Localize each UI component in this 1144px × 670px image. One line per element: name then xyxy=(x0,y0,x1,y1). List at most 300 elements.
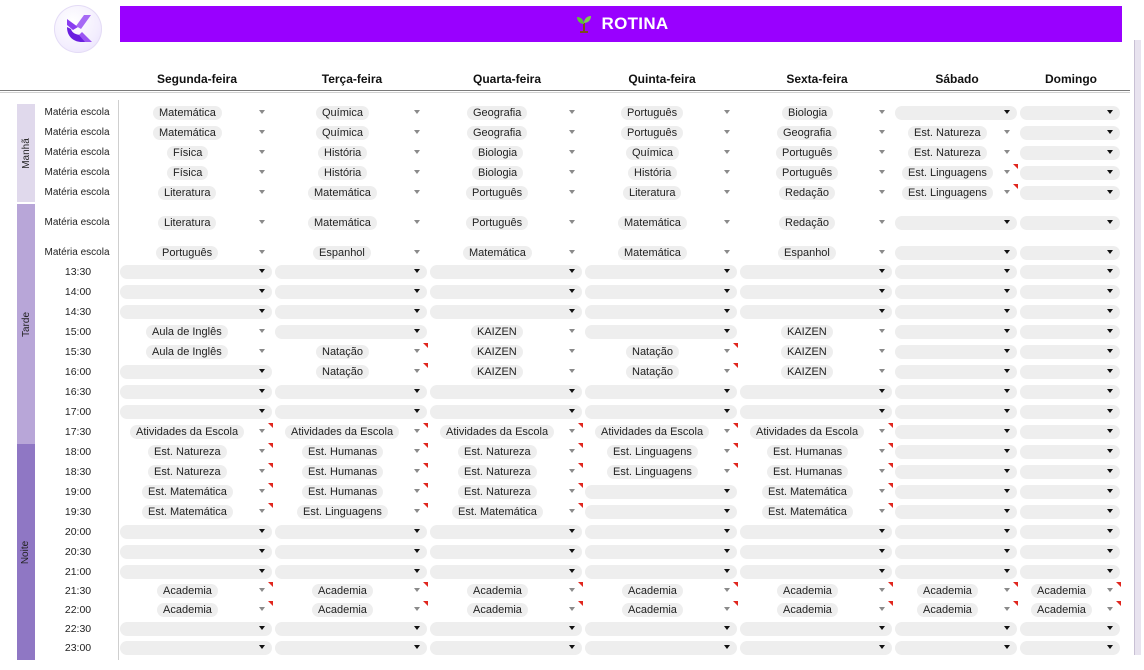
schedule-dropdown[interactable] xyxy=(895,485,1017,499)
schedule-dropdown[interactable] xyxy=(1020,265,1120,279)
comment-indicator-icon[interactable] xyxy=(733,343,738,348)
dropdown-arrow-icon[interactable] xyxy=(1004,626,1010,630)
comment-indicator-icon[interactable] xyxy=(733,463,738,468)
dropdown-arrow-icon[interactable] xyxy=(414,349,420,353)
dropdown-arrow-icon[interactable] xyxy=(1004,190,1010,194)
comment-indicator-icon[interactable] xyxy=(1013,184,1018,189)
schedule-dropdown[interactable] xyxy=(585,485,737,499)
dropdown-arrow-icon[interactable] xyxy=(724,588,730,592)
schedule-dropdown[interactable] xyxy=(1020,305,1120,319)
schedule-dropdown[interactable] xyxy=(740,246,892,260)
schedule-dropdown[interactable] xyxy=(120,603,272,617)
schedule-dropdown[interactable] xyxy=(585,622,737,636)
dropdown-arrow-icon[interactable] xyxy=(414,489,420,493)
comment-indicator-icon[interactable] xyxy=(423,343,428,348)
comment-indicator-icon[interactable] xyxy=(268,601,273,606)
schedule-dropdown[interactable] xyxy=(1020,365,1120,379)
schedule-dropdown[interactable] xyxy=(895,345,1017,359)
dropdown-arrow-icon[interactable] xyxy=(414,329,420,333)
schedule-dropdown[interactable] xyxy=(1020,146,1120,160)
dropdown-arrow-icon[interactable] xyxy=(259,269,265,273)
dropdown-arrow-icon[interactable] xyxy=(724,607,730,611)
dropdown-arrow-icon[interactable] xyxy=(569,349,575,353)
schedule-dropdown[interactable] xyxy=(430,325,582,339)
dropdown-arrow-icon[interactable] xyxy=(724,369,730,373)
schedule-dropdown[interactable] xyxy=(275,365,427,379)
schedule-dropdown[interactable] xyxy=(740,146,892,160)
dropdown-arrow-icon[interactable] xyxy=(724,569,730,573)
comment-indicator-icon[interactable] xyxy=(423,483,428,488)
dropdown-arrow-icon[interactable] xyxy=(879,429,885,433)
dropdown-arrow-icon[interactable] xyxy=(879,269,885,273)
schedule-dropdown[interactable] xyxy=(740,285,892,299)
schedule-dropdown[interactable] xyxy=(740,525,892,539)
dropdown-arrow-icon[interactable] xyxy=(879,130,885,134)
schedule-dropdown[interactable] xyxy=(740,385,892,399)
comment-indicator-icon[interactable] xyxy=(578,463,583,468)
schedule-dropdown[interactable] xyxy=(585,365,737,379)
schedule-dropdown[interactable] xyxy=(740,325,892,339)
dropdown-arrow-icon[interactable] xyxy=(414,529,420,533)
dropdown-arrow-icon[interactable] xyxy=(414,130,420,134)
dropdown-arrow-icon[interactable] xyxy=(724,389,730,393)
dropdown-arrow-icon[interactable] xyxy=(879,489,885,493)
schedule-dropdown[interactable] xyxy=(275,166,427,180)
dropdown-arrow-icon[interactable] xyxy=(1004,607,1010,611)
schedule-dropdown[interactable] xyxy=(120,622,272,636)
dropdown-arrow-icon[interactable] xyxy=(1004,389,1010,393)
schedule-dropdown[interactable] xyxy=(275,622,427,636)
dropdown-arrow-icon[interactable] xyxy=(414,469,420,473)
dropdown-arrow-icon[interactable] xyxy=(879,329,885,333)
dropdown-arrow-icon[interactable] xyxy=(879,509,885,513)
dropdown-arrow-icon[interactable] xyxy=(569,509,575,513)
schedule-dropdown[interactable] xyxy=(585,146,737,160)
schedule-dropdown[interactable] xyxy=(740,603,892,617)
schedule-dropdown[interactable] xyxy=(895,325,1017,339)
dropdown-arrow-icon[interactable] xyxy=(1107,389,1113,393)
dropdown-arrow-icon[interactable] xyxy=(259,250,265,254)
comment-indicator-icon[interactable] xyxy=(888,601,893,606)
dropdown-arrow-icon[interactable] xyxy=(1004,349,1010,353)
schedule-dropdown[interactable] xyxy=(430,505,582,519)
schedule-dropdown[interactable] xyxy=(120,525,272,539)
dropdown-arrow-icon[interactable] xyxy=(569,369,575,373)
dropdown-arrow-icon[interactable] xyxy=(724,130,730,134)
dropdown-arrow-icon[interactable] xyxy=(259,489,265,493)
comment-indicator-icon[interactable] xyxy=(888,483,893,488)
dropdown-arrow-icon[interactable] xyxy=(259,449,265,453)
dropdown-arrow-icon[interactable] xyxy=(1107,130,1113,134)
dropdown-arrow-icon[interactable] xyxy=(724,529,730,533)
dropdown-arrow-icon[interactable] xyxy=(1004,469,1010,473)
schedule-dropdown[interactable] xyxy=(895,425,1017,439)
schedule-dropdown[interactable] xyxy=(430,622,582,636)
schedule-dropdown[interactable] xyxy=(895,305,1017,319)
dropdown-arrow-icon[interactable] xyxy=(259,349,265,353)
vertical-scrollbar[interactable] xyxy=(1134,40,1141,655)
schedule-dropdown[interactable] xyxy=(740,126,892,140)
schedule-dropdown[interactable] xyxy=(120,425,272,439)
dropdown-arrow-icon[interactable] xyxy=(569,389,575,393)
dropdown-arrow-icon[interactable] xyxy=(414,409,420,413)
comment-indicator-icon[interactable] xyxy=(423,601,428,606)
schedule-dropdown[interactable] xyxy=(430,385,582,399)
schedule-dropdown[interactable] xyxy=(430,565,582,579)
schedule-dropdown[interactable] xyxy=(275,216,427,230)
schedule-dropdown[interactable] xyxy=(740,345,892,359)
dropdown-arrow-icon[interactable] xyxy=(259,645,265,649)
schedule-dropdown[interactable] xyxy=(585,186,737,200)
schedule-dropdown[interactable] xyxy=(1020,603,1120,617)
dropdown-arrow-icon[interactable] xyxy=(414,588,420,592)
dropdown-arrow-icon[interactable] xyxy=(259,607,265,611)
schedule-dropdown[interactable] xyxy=(430,485,582,499)
schedule-dropdown[interactable] xyxy=(1020,622,1120,636)
dropdown-arrow-icon[interactable] xyxy=(879,389,885,393)
schedule-dropdown[interactable] xyxy=(895,584,1017,598)
schedule-dropdown[interactable] xyxy=(740,465,892,479)
dropdown-arrow-icon[interactable] xyxy=(569,110,575,114)
dropdown-arrow-icon[interactable] xyxy=(259,389,265,393)
comment-indicator-icon[interactable] xyxy=(423,363,428,368)
schedule-dropdown[interactable] xyxy=(585,265,737,279)
schedule-dropdown[interactable] xyxy=(430,106,582,120)
dropdown-arrow-icon[interactable] xyxy=(879,569,885,573)
schedule-dropdown[interactable] xyxy=(740,106,892,120)
schedule-dropdown[interactable] xyxy=(740,186,892,200)
schedule-dropdown[interactable] xyxy=(120,166,272,180)
dropdown-arrow-icon[interactable] xyxy=(259,529,265,533)
schedule-dropdown[interactable] xyxy=(585,425,737,439)
dropdown-arrow-icon[interactable] xyxy=(1107,569,1113,573)
dropdown-arrow-icon[interactable] xyxy=(414,250,420,254)
schedule-dropdown[interactable] xyxy=(585,305,737,319)
schedule-dropdown[interactable] xyxy=(585,285,737,299)
schedule-dropdown[interactable] xyxy=(1020,525,1120,539)
dropdown-arrow-icon[interactable] xyxy=(1004,250,1010,254)
dropdown-arrow-icon[interactable] xyxy=(414,626,420,630)
dropdown-arrow-icon[interactable] xyxy=(569,429,575,433)
dropdown-arrow-icon[interactable] xyxy=(569,190,575,194)
dropdown-arrow-icon[interactable] xyxy=(259,626,265,630)
schedule-dropdown[interactable] xyxy=(430,126,582,140)
schedule-dropdown[interactable] xyxy=(430,186,582,200)
dropdown-arrow-icon[interactable] xyxy=(1107,170,1113,174)
dropdown-arrow-icon[interactable] xyxy=(259,130,265,134)
schedule-dropdown[interactable] xyxy=(585,525,737,539)
schedule-dropdown[interactable] xyxy=(740,584,892,598)
schedule-dropdown[interactable] xyxy=(275,525,427,539)
schedule-dropdown[interactable] xyxy=(585,405,737,419)
schedule-dropdown[interactable] xyxy=(120,265,272,279)
comment-indicator-icon[interactable] xyxy=(578,582,583,587)
dropdown-arrow-icon[interactable] xyxy=(1107,329,1113,333)
dropdown-arrow-icon[interactable] xyxy=(414,645,420,649)
schedule-dropdown[interactable] xyxy=(275,186,427,200)
comment-indicator-icon[interactable] xyxy=(1116,582,1121,587)
schedule-dropdown[interactable] xyxy=(895,465,1017,479)
dropdown-arrow-icon[interactable] xyxy=(724,150,730,154)
dropdown-arrow-icon[interactable] xyxy=(414,220,420,224)
schedule-dropdown[interactable] xyxy=(895,505,1017,519)
dropdown-arrow-icon[interactable] xyxy=(259,220,265,224)
dropdown-arrow-icon[interactable] xyxy=(1004,110,1010,114)
schedule-dropdown[interactable] xyxy=(275,246,427,260)
schedule-dropdown[interactable] xyxy=(120,545,272,559)
dropdown-arrow-icon[interactable] xyxy=(879,409,885,413)
dropdown-arrow-icon[interactable] xyxy=(724,469,730,473)
schedule-dropdown[interactable] xyxy=(120,325,272,339)
schedule-dropdown[interactable] xyxy=(585,603,737,617)
dropdown-arrow-icon[interactable] xyxy=(569,309,575,313)
schedule-dropdown[interactable] xyxy=(1020,285,1120,299)
comment-indicator-icon[interactable] xyxy=(423,582,428,587)
dropdown-arrow-icon[interactable] xyxy=(724,329,730,333)
dropdown-arrow-icon[interactable] xyxy=(879,110,885,114)
schedule-dropdown[interactable] xyxy=(740,305,892,319)
schedule-dropdown[interactable] xyxy=(430,603,582,617)
schedule-dropdown[interactable] xyxy=(430,146,582,160)
schedule-dropdown[interactable] xyxy=(740,622,892,636)
comment-indicator-icon[interactable] xyxy=(578,503,583,508)
comment-indicator-icon[interactable] xyxy=(268,443,273,448)
dropdown-arrow-icon[interactable] xyxy=(879,309,885,313)
schedule-dropdown[interactable] xyxy=(275,345,427,359)
dropdown-arrow-icon[interactable] xyxy=(569,269,575,273)
dropdown-arrow-icon[interactable] xyxy=(879,220,885,224)
dropdown-arrow-icon[interactable] xyxy=(1107,110,1113,114)
dropdown-arrow-icon[interactable] xyxy=(259,588,265,592)
schedule-dropdown[interactable] xyxy=(275,545,427,559)
dropdown-arrow-icon[interactable] xyxy=(724,190,730,194)
schedule-dropdown[interactable] xyxy=(1020,505,1120,519)
schedule-dropdown[interactable] xyxy=(430,246,582,260)
dropdown-arrow-icon[interactable] xyxy=(414,289,420,293)
schedule-dropdown[interactable] xyxy=(585,345,737,359)
dropdown-arrow-icon[interactable] xyxy=(569,549,575,553)
schedule-dropdown[interactable] xyxy=(120,365,272,379)
schedule-dropdown[interactable] xyxy=(275,126,427,140)
dropdown-arrow-icon[interactable] xyxy=(569,150,575,154)
schedule-dropdown[interactable] xyxy=(585,325,737,339)
dropdown-arrow-icon[interactable] xyxy=(1004,549,1010,553)
schedule-dropdown[interactable] xyxy=(1020,186,1120,200)
dropdown-arrow-icon[interactable] xyxy=(259,509,265,513)
dropdown-arrow-icon[interactable] xyxy=(879,289,885,293)
dropdown-arrow-icon[interactable] xyxy=(1107,509,1113,513)
schedule-dropdown[interactable] xyxy=(1020,166,1120,180)
schedule-dropdown[interactable] xyxy=(585,545,737,559)
dropdown-arrow-icon[interactable] xyxy=(1004,569,1010,573)
schedule-dropdown[interactable] xyxy=(1020,445,1120,459)
dropdown-arrow-icon[interactable] xyxy=(1107,250,1113,254)
dropdown-arrow-icon[interactable] xyxy=(569,409,575,413)
schedule-dropdown[interactable] xyxy=(740,545,892,559)
dropdown-arrow-icon[interactable] xyxy=(1004,220,1010,224)
schedule-dropdown[interactable] xyxy=(120,445,272,459)
schedule-dropdown[interactable] xyxy=(120,565,272,579)
schedule-dropdown[interactable] xyxy=(275,405,427,419)
dropdown-arrow-icon[interactable] xyxy=(259,309,265,313)
schedule-dropdown[interactable] xyxy=(740,265,892,279)
dropdown-arrow-icon[interactable] xyxy=(724,509,730,513)
schedule-dropdown[interactable] xyxy=(740,485,892,499)
schedule-dropdown[interactable] xyxy=(740,505,892,519)
comment-indicator-icon[interactable] xyxy=(268,582,273,587)
comment-indicator-icon[interactable] xyxy=(1013,601,1018,606)
dropdown-arrow-icon[interactable] xyxy=(1107,190,1113,194)
dropdown-arrow-icon[interactable] xyxy=(569,220,575,224)
dropdown-arrow-icon[interactable] xyxy=(414,110,420,114)
dropdown-arrow-icon[interactable] xyxy=(414,309,420,313)
comment-indicator-icon[interactable] xyxy=(1013,582,1018,587)
dropdown-arrow-icon[interactable] xyxy=(414,269,420,273)
dropdown-arrow-icon[interactable] xyxy=(1107,349,1113,353)
schedule-dropdown[interactable] xyxy=(120,285,272,299)
dropdown-arrow-icon[interactable] xyxy=(1004,529,1010,533)
comment-indicator-icon[interactable] xyxy=(888,443,893,448)
dropdown-arrow-icon[interactable] xyxy=(879,469,885,473)
dropdown-arrow-icon[interactable] xyxy=(1004,645,1010,649)
dropdown-arrow-icon[interactable] xyxy=(1107,369,1113,373)
dropdown-arrow-icon[interactable] xyxy=(1004,329,1010,333)
comment-indicator-icon[interactable] xyxy=(733,423,738,428)
schedule-dropdown[interactable] xyxy=(430,465,582,479)
schedule-dropdown[interactable] xyxy=(740,365,892,379)
schedule-dropdown[interactable] xyxy=(895,385,1017,399)
schedule-dropdown[interactable] xyxy=(1020,126,1120,140)
schedule-dropdown[interactable] xyxy=(275,385,427,399)
dropdown-arrow-icon[interactable] xyxy=(1004,369,1010,373)
schedule-dropdown[interactable] xyxy=(740,405,892,419)
schedule-dropdown[interactable] xyxy=(430,265,582,279)
schedule-dropdown[interactable] xyxy=(895,146,1017,160)
schedule-dropdown[interactable] xyxy=(895,545,1017,559)
dropdown-arrow-icon[interactable] xyxy=(1004,130,1010,134)
schedule-dropdown[interactable] xyxy=(585,445,737,459)
schedule-dropdown[interactable] xyxy=(585,641,737,655)
schedule-dropdown[interactable] xyxy=(1020,465,1120,479)
dropdown-arrow-icon[interactable] xyxy=(569,529,575,533)
schedule-dropdown[interactable] xyxy=(895,622,1017,636)
schedule-dropdown[interactable] xyxy=(275,106,427,120)
comment-indicator-icon[interactable] xyxy=(1116,601,1121,606)
schedule-dropdown[interactable] xyxy=(740,565,892,579)
schedule-dropdown[interactable] xyxy=(430,365,582,379)
comment-indicator-icon[interactable] xyxy=(578,601,583,606)
schedule-dropdown[interactable] xyxy=(275,325,427,339)
dropdown-arrow-icon[interactable] xyxy=(414,607,420,611)
dropdown-arrow-icon[interactable] xyxy=(414,549,420,553)
schedule-dropdown[interactable] xyxy=(895,216,1017,230)
dropdown-arrow-icon[interactable] xyxy=(724,626,730,630)
schedule-dropdown[interactable] xyxy=(120,106,272,120)
schedule-dropdown[interactable] xyxy=(740,216,892,230)
schedule-dropdown[interactable] xyxy=(430,545,582,559)
dropdown-arrow-icon[interactable] xyxy=(1004,509,1010,513)
schedule-dropdown[interactable] xyxy=(895,265,1017,279)
schedule-dropdown[interactable] xyxy=(740,166,892,180)
dropdown-arrow-icon[interactable] xyxy=(1107,645,1113,649)
comment-indicator-icon[interactable] xyxy=(733,363,738,368)
comment-indicator-icon[interactable] xyxy=(733,582,738,587)
dropdown-arrow-icon[interactable] xyxy=(724,220,730,224)
schedule-dropdown[interactable] xyxy=(430,425,582,439)
schedule-dropdown[interactable] xyxy=(275,465,427,479)
schedule-dropdown[interactable] xyxy=(895,126,1017,140)
comment-indicator-icon[interactable] xyxy=(268,503,273,508)
schedule-dropdown[interactable] xyxy=(275,641,427,655)
schedule-dropdown[interactable] xyxy=(895,186,1017,200)
dropdown-arrow-icon[interactable] xyxy=(569,130,575,134)
comment-indicator-icon[interactable] xyxy=(268,463,273,468)
schedule-dropdown[interactable] xyxy=(1020,545,1120,559)
dropdown-arrow-icon[interactable] xyxy=(1107,449,1113,453)
dropdown-arrow-icon[interactable] xyxy=(879,645,885,649)
schedule-dropdown[interactable] xyxy=(275,584,427,598)
dropdown-arrow-icon[interactable] xyxy=(259,289,265,293)
dropdown-arrow-icon[interactable] xyxy=(259,569,265,573)
dropdown-arrow-icon[interactable] xyxy=(879,549,885,553)
dropdown-arrow-icon[interactable] xyxy=(1107,549,1113,553)
schedule-dropdown[interactable] xyxy=(430,345,582,359)
schedule-dropdown[interactable] xyxy=(585,216,737,230)
dropdown-arrow-icon[interactable] xyxy=(724,429,730,433)
dropdown-arrow-icon[interactable] xyxy=(879,607,885,611)
schedule-dropdown[interactable] xyxy=(895,603,1017,617)
dropdown-arrow-icon[interactable] xyxy=(414,170,420,174)
dropdown-arrow-icon[interactable] xyxy=(879,190,885,194)
dropdown-arrow-icon[interactable] xyxy=(1107,469,1113,473)
dropdown-arrow-icon[interactable] xyxy=(1107,489,1113,493)
dropdown-arrow-icon[interactable] xyxy=(724,409,730,413)
dropdown-arrow-icon[interactable] xyxy=(414,429,420,433)
dropdown-arrow-icon[interactable] xyxy=(569,588,575,592)
dropdown-arrow-icon[interactable] xyxy=(569,626,575,630)
dropdown-arrow-icon[interactable] xyxy=(569,469,575,473)
schedule-dropdown[interactable] xyxy=(1020,325,1120,339)
dropdown-arrow-icon[interactable] xyxy=(724,309,730,313)
dropdown-arrow-icon[interactable] xyxy=(1107,220,1113,224)
dropdown-arrow-icon[interactable] xyxy=(1107,626,1113,630)
dropdown-arrow-icon[interactable] xyxy=(569,449,575,453)
dropdown-arrow-icon[interactable] xyxy=(1004,449,1010,453)
schedule-dropdown[interactable] xyxy=(430,166,582,180)
dropdown-arrow-icon[interactable] xyxy=(414,569,420,573)
dropdown-arrow-icon[interactable] xyxy=(724,489,730,493)
schedule-dropdown[interactable] xyxy=(120,246,272,260)
schedule-dropdown[interactable] xyxy=(1020,216,1120,230)
dropdown-arrow-icon[interactable] xyxy=(414,150,420,154)
schedule-dropdown[interactable] xyxy=(895,525,1017,539)
schedule-dropdown[interactable] xyxy=(275,603,427,617)
dropdown-arrow-icon[interactable] xyxy=(1107,607,1113,611)
comment-indicator-icon[interactable] xyxy=(423,423,428,428)
dropdown-arrow-icon[interactable] xyxy=(1107,409,1113,413)
dropdown-arrow-icon[interactable] xyxy=(1004,269,1010,273)
dropdown-arrow-icon[interactable] xyxy=(569,289,575,293)
comment-indicator-icon[interactable] xyxy=(423,463,428,468)
comment-indicator-icon[interactable] xyxy=(888,463,893,468)
schedule-dropdown[interactable] xyxy=(895,365,1017,379)
comment-indicator-icon[interactable] xyxy=(733,443,738,448)
dropdown-arrow-icon[interactable] xyxy=(879,588,885,592)
schedule-dropdown[interactable] xyxy=(585,505,737,519)
schedule-dropdown[interactable] xyxy=(120,485,272,499)
dropdown-arrow-icon[interactable] xyxy=(1107,429,1113,433)
dropdown-arrow-icon[interactable] xyxy=(879,170,885,174)
